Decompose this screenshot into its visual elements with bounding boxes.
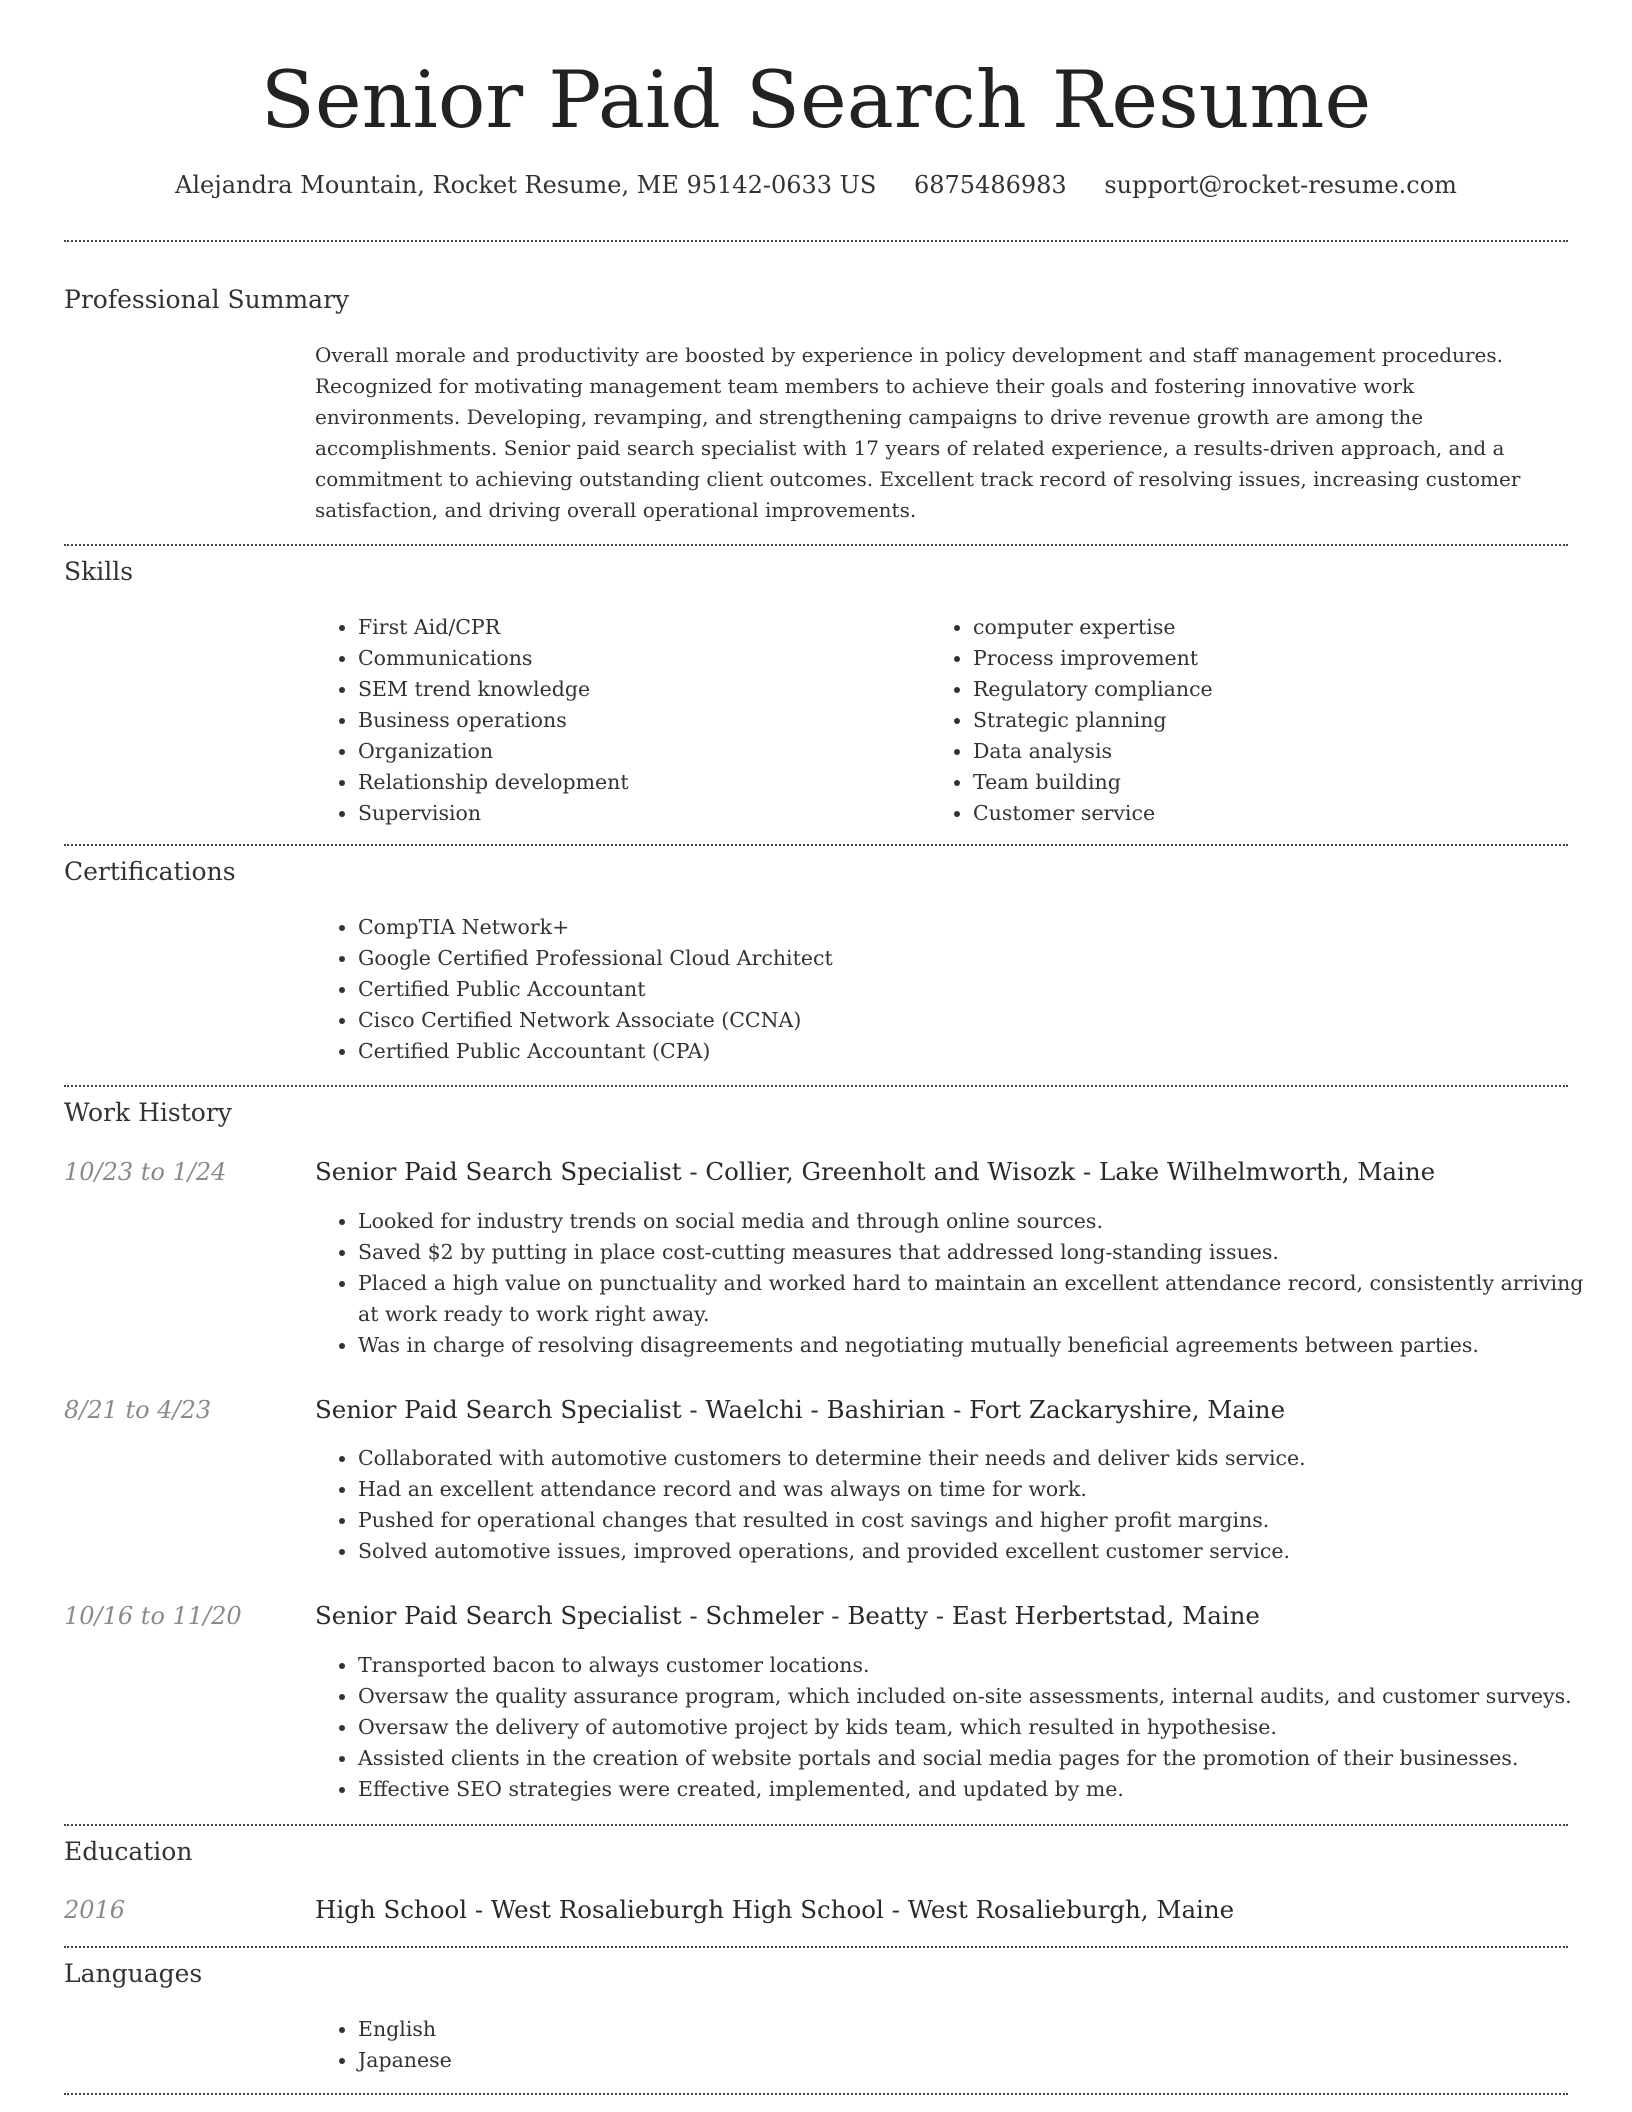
skill-item: • Supervision: [358, 798, 918, 829]
summary-text: Overall morale and productivity are boosted by experience in policy development and staff management procedures. Recognized for motivating management team members to achieve their goals and fostering innovative work environments. Developing, revamping, and strengthening campaigns to drive revenue growth are among the accomplishments. Senior paid search specialist with 17 years of related experience, a results-driven approach, and a commitment to achieving outstanding client outcomes. Excellent track record of resolving issues, increasing customer satisfaction, and driving overall operational improvements.: [315, 343, 1521, 522]
job-bullet: • Transported bacon to always customer locations.: [358, 1650, 1598, 1681]
skill-item: • Business operations: [358, 705, 918, 736]
skill-item: • Organization: [358, 736, 918, 767]
language-item: • Japanese: [358, 2045, 1598, 2076]
job-bullets: [314, 1443, 1598, 1567]
skill-item: • Customer service: [973, 798, 1573, 829]
job-bullet: • Effective SEO strategies were created, implemented, and updated by me.: [358, 1774, 1598, 1805]
work-history-heading: Work History: [64, 1098, 232, 1127]
job-title: Senior Paid Search Specialist - Waelchi - Bashirian - Fort Zackaryshire, Maine: [315, 1395, 1286, 1424]
job-bullet: • Assisted clients in the creation of website portals and social media pages for the promotion of their businesses.: [358, 1743, 1598, 1774]
languages-heading: Languages: [64, 1959, 203, 1988]
contact-address: Alejandra Mountain, Rocket Resume, ME 95142-0633 US: [175, 171, 877, 199]
skill-item: • First Aid/CPR: [358, 612, 918, 643]
certification-item: • Certified Public Accountant: [358, 974, 1598, 1005]
job-bullet: • Solved automotive issues, improved operations, and provided excellent customer service.: [358, 1536, 1598, 1567]
section-divider: [64, 240, 1568, 242]
job-dates: 8/21 to 4/23: [64, 1396, 212, 1424]
section-divider: [64, 544, 1568, 546]
job-bullet: • Placed a high value on punctuality and worked hard to maintain an excellent attendance record, consistently arriving at work ready to work right away.: [358, 1268, 1598, 1330]
job-bullet: • Had an excellent attendance record and was always on time for work.: [358, 1474, 1598, 1505]
job-bullet: • Saved $2 by putting in place cost-cutting measures that addressed long-standing issues.: [358, 1237, 1598, 1268]
job-title: Senior Paid Search Specialist - Collier, Greenholt and Wisozk - Lake Wilhelmworth, Maine: [315, 1157, 1436, 1186]
job-bullets: [314, 1206, 1598, 1361]
skill-item: • Regulatory compliance: [973, 674, 1573, 705]
education-entry: High School - West Rosalieburgh High School - West Rosalieburgh, Maine: [315, 1895, 1235, 1924]
job-bullet: • Collaborated with automotive customers to determine their needs and deliver kids service.: [358, 1443, 1598, 1474]
skills-heading: Skills: [64, 557, 134, 586]
section-divider: [64, 1946, 1568, 1948]
job-dates: 10/23 to 1/24: [64, 1158, 227, 1186]
job-dates: 10/16 to 11/20: [64, 1602, 242, 1630]
skill-item: • computer expertise: [973, 612, 1573, 643]
certification-item: • CompTIA Network+: [358, 912, 1598, 943]
skill-item: • Data analysis: [973, 736, 1573, 767]
resume-title: Senior Paid Search Resume: [260, 54, 1372, 146]
skills-list-right: [929, 612, 1573, 829]
certification-item: • Google Certified Professional Cloud Architect: [358, 943, 1598, 974]
job-bullet: • Oversaw the quality assurance program, which included on-site assessments, internal audits, and customer surveys.: [358, 1681, 1598, 1712]
skill-item: • Strategic planning: [973, 705, 1573, 736]
languages-list: [314, 2014, 1598, 2076]
certifications-list: [314, 912, 1598, 1067]
job-bullet: • Looked for industry trends on social media and through online sources.: [358, 1206, 1598, 1237]
contact-email[interactable]: support@rocket-resume.com: [1104, 171, 1457, 199]
contact-phone: 6875486983: [913, 171, 1067, 199]
section-divider: [64, 2093, 1568, 2095]
skill-item: • Process improvement: [973, 643, 1573, 674]
job-bullet: • Oversaw the delivery of automotive project by kids team, which resulted in hypothesise.: [358, 1712, 1598, 1743]
section-divider: [64, 1824, 1568, 1826]
job-bullets: [314, 1650, 1598, 1805]
section-divider: [64, 844, 1568, 846]
language-item: • English: [358, 2014, 1598, 2045]
education-heading: Education: [64, 1837, 193, 1866]
section-divider: [64, 1085, 1568, 1087]
certification-item: • Cisco Certified Network Associate (CCNA): [358, 1005, 1598, 1036]
certifications-heading: Certifications: [64, 857, 236, 886]
job-bullet: • Pushed for operational changes that resulted in cost savings and higher profit margins.: [358, 1505, 1598, 1536]
summary-heading: Professional Summary: [64, 285, 350, 314]
skills-list-left: [314, 612, 918, 829]
contact-line: [0, 170, 1632, 200]
skill-item: • Relationship development: [358, 767, 918, 798]
skill-item: • Communications: [358, 643, 918, 674]
job-bullet: • Was in charge of resolving disagreements and negotiating mutually beneficial agreements between parties.: [358, 1330, 1598, 1361]
job-title: Senior Paid Search Specialist - Schmeler - Beatty - East Herbertstad, Maine: [315, 1601, 1260, 1630]
skill-item: • Team building: [973, 767, 1573, 798]
education-date: 2016: [64, 1896, 126, 1924]
certification-item: • Certified Public Accountant (CPA): [358, 1036, 1598, 1067]
skill-item: • SEM trend knowledge: [358, 674, 918, 705]
